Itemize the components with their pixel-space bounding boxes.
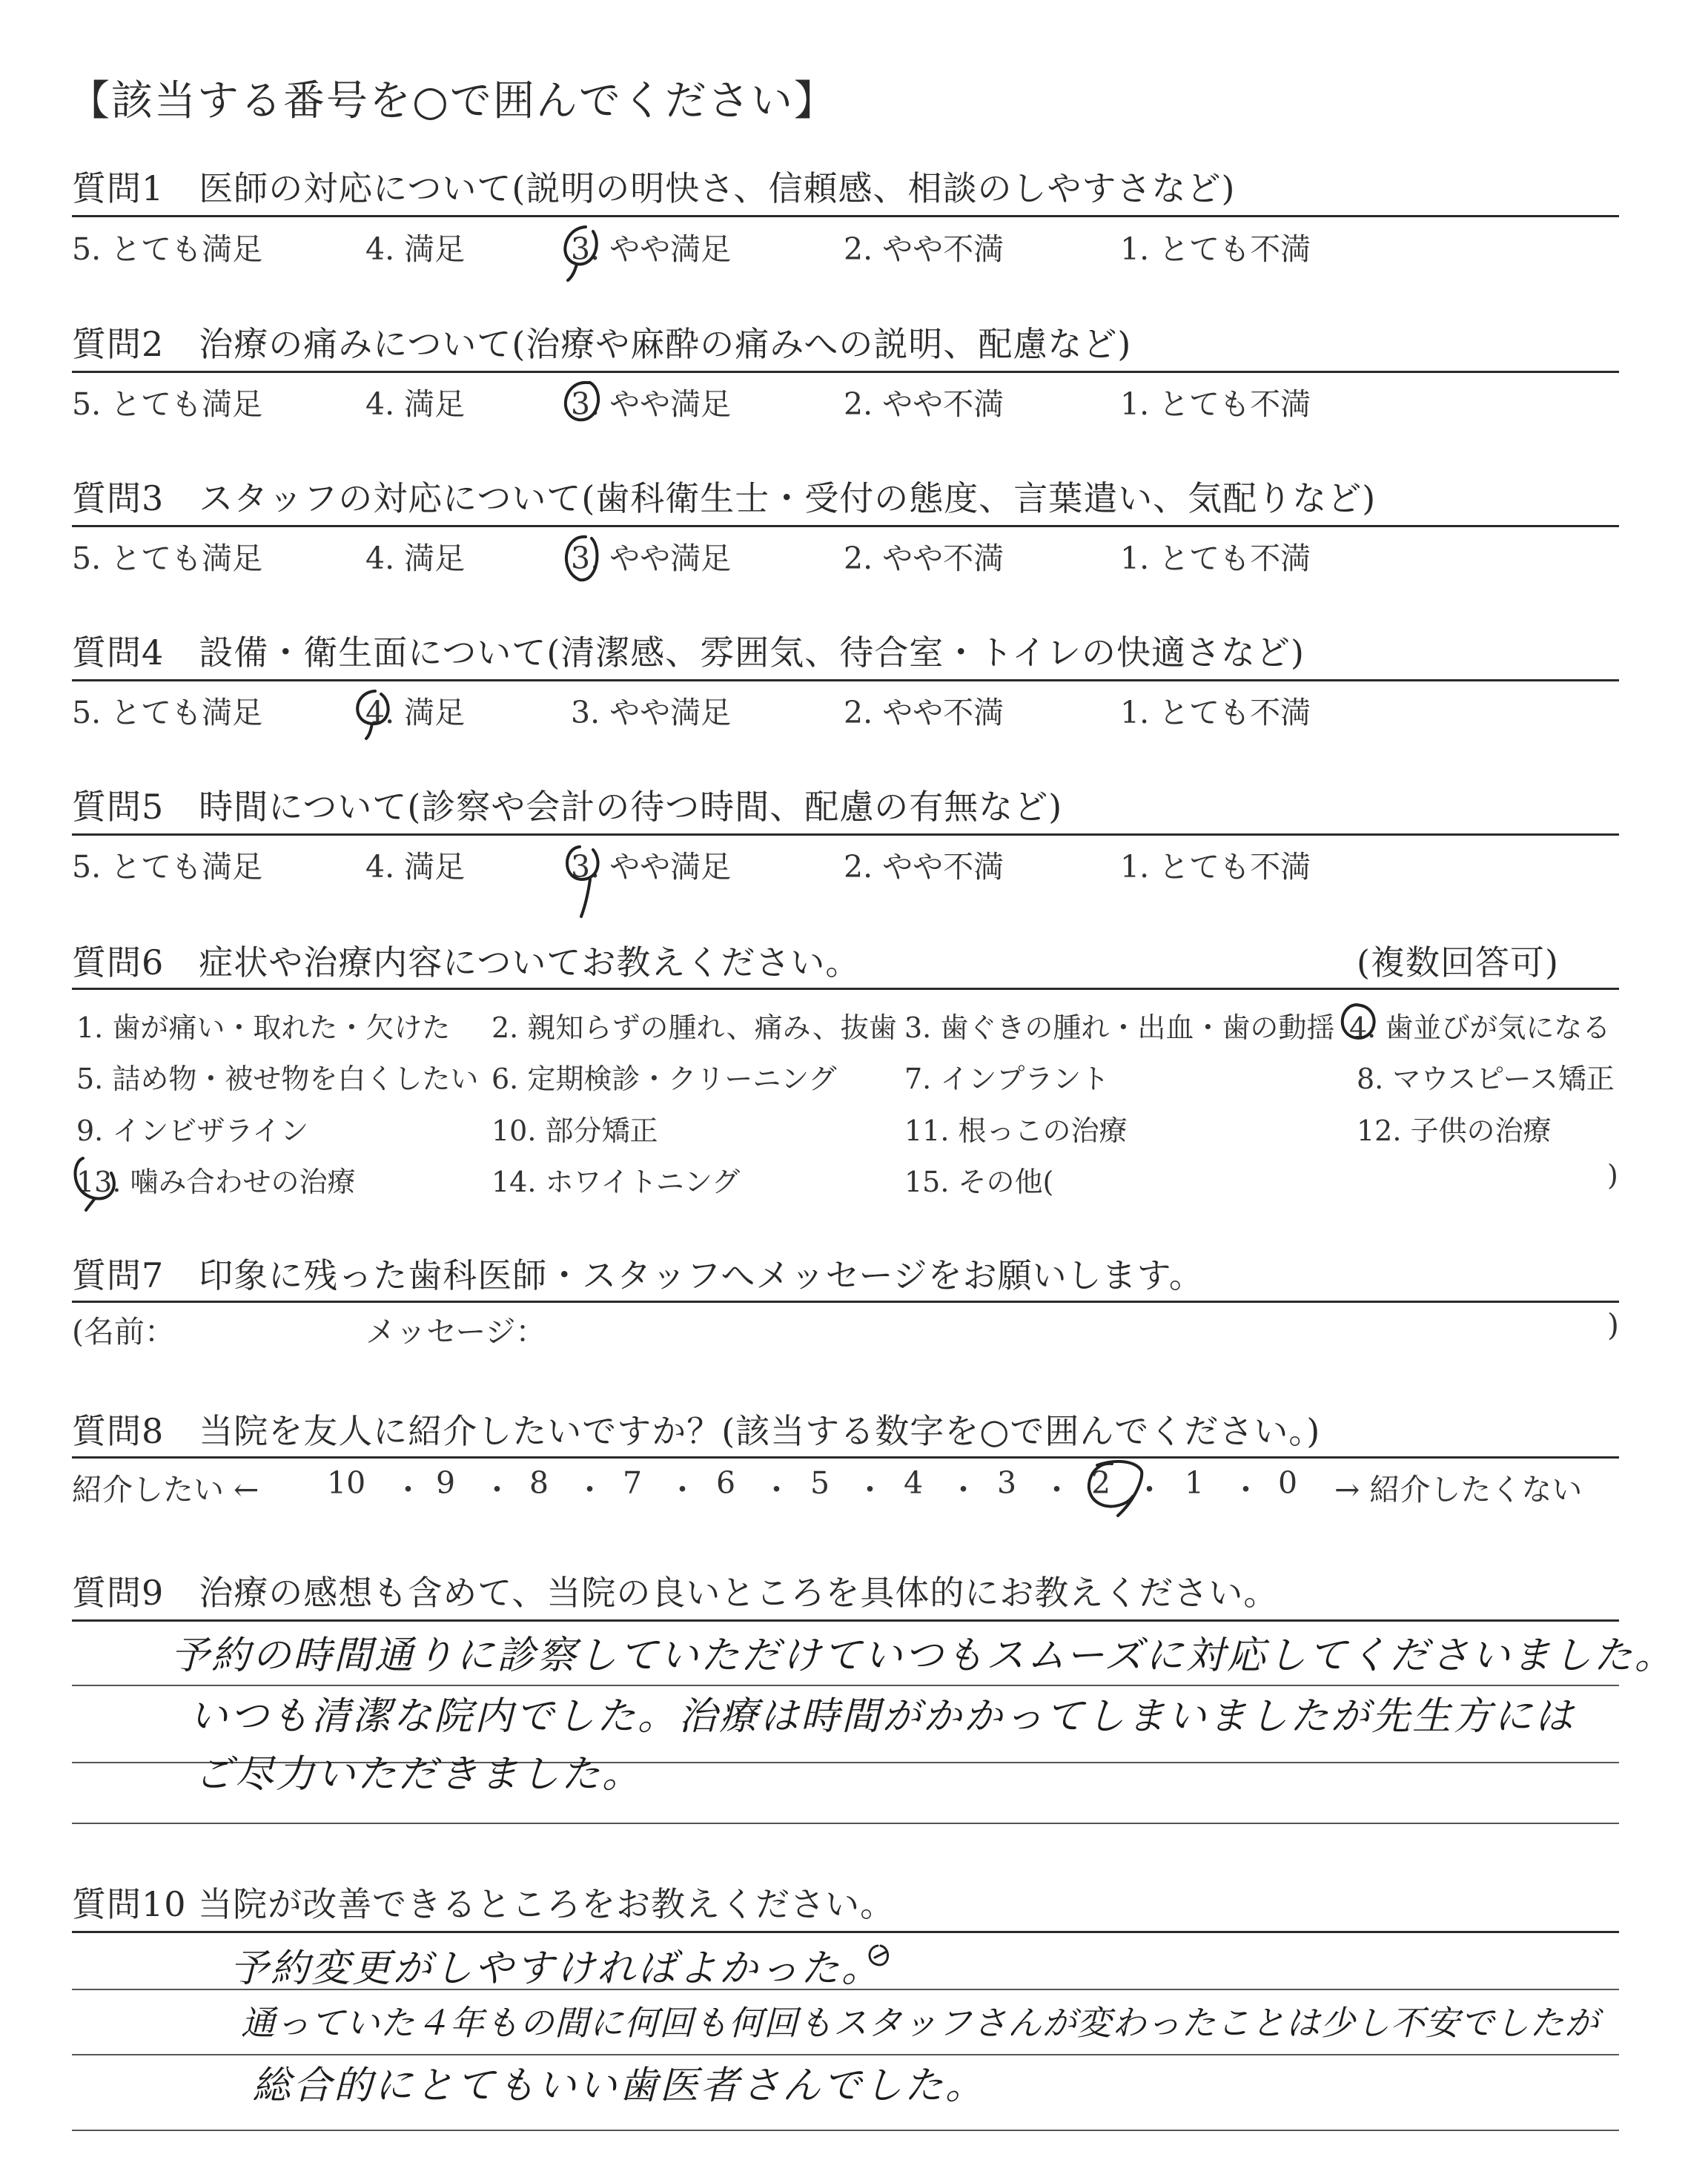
q6-option-6[interactable]: 6. 定期検診・クリーニング [491,1063,837,1095]
q8-number-10[interactable]: 10 [327,1465,366,1501]
q1-option-3[interactable]: 3. やや満足 [571,231,732,267]
q6-option-5[interactable]: 5. 詰め物・被せ物を白くしたい [76,1063,479,1095]
q8-dot: ・ [482,1472,512,1507]
q6-option-4[interactable]: 4. 歯並びが気になる [1349,1011,1611,1044]
q8-dot: ・ [855,1472,885,1507]
q5-option-2[interactable]: 2. やや不満 [844,849,1004,885]
q5-title: 質問5 時間について(診察や会計の待つ時間、配慮の有無など) [72,787,1063,827]
q6-option-2[interactable]: 2. 親知らずの腫れ、痛み、抜歯 [491,1011,897,1044]
q8-number-2[interactable]: 2 [1091,1465,1111,1501]
q2-option-1[interactable]: 1. とても不満 [1120,386,1311,422]
q1-option-2[interactable]: 2. やや不満 [844,231,1004,267]
q1-option-4[interactable]: 4. 満足 [365,231,466,267]
q8-number-4[interactable]: 4 [904,1465,924,1501]
q7-message-label: メッセージ： [365,1314,546,1350]
q2-option-5[interactable]: 5. とても満足 [72,386,263,422]
q8-left-label: 紹介したい ← [72,1472,259,1507]
q3-option-1[interactable]: 1. とても不満 [1120,541,1311,576]
q6-title: 質問6 症状や治療内容についてお教えください。 [72,942,861,982]
q3-option-2[interactable]: 2. やや不満 [844,541,1004,576]
q8-dot: ・ [761,1472,792,1507]
q9-answer-line-2: いつも清潔な院内でした。治療は時間がかかってしまいましたが先生方には [189,1694,1576,1739]
q8-right-label: → 紹介したくない [1334,1472,1583,1507]
q6-selection-circle-13 [75,1158,113,1210]
q4-option-1[interactable]: 1. とても不満 [1120,695,1311,730]
q9-answer-line-3: ご尽力いただきました。 [194,1752,643,1797]
q8-dot: ・ [393,1472,423,1507]
q4-selection-circle [357,691,388,739]
q1-selection-circle [565,227,596,280]
q6-option-15[interactable]: 15. その他( [904,1166,1054,1198]
q6-option-8[interactable]: 8. マウスピース矯正 [1357,1063,1615,1095]
q5-option-5[interactable]: 5. とても満足 [72,849,263,885]
q10-answer-line-1: 予約変更がしやすければよかった。 [230,1946,883,1991]
q4-option-5[interactable]: 5. とても満足 [72,695,263,730]
q4-title: 質問4 設備・衛生面について(清潔感、雰囲気、待合室・トイレの快適さなど) [72,633,1305,673]
q8-dot: ・ [1042,1472,1072,1507]
q6-option-7[interactable]: 7. インプラント [904,1063,1110,1095]
q10-answer-line-2: 通っていた４年もの間に何回も何回もスタッフさんが変わったことは少し不安でしたが [241,2003,1600,2043]
q2-option-2[interactable]: 2. やや不満 [844,386,1004,422]
q3-option-3[interactable]: 3. やや満足 [571,541,732,576]
q8-number-3[interactable]: 3 [997,1465,1017,1501]
q8-selection-circle [1089,1462,1142,1516]
q2-title: 質問2 治療の痛みについて(治療や麻酔の痛みへの説明、配慮など) [72,324,1132,364]
q3-selection-circle [566,537,598,580]
q4-option-3[interactable]: 3. やや満足 [571,695,732,730]
q10-answer-line-3: 総合的にとてもいい歯医者さんでした。 [252,2064,987,2108]
q5-option-1[interactable]: 1. とても不満 [1120,849,1311,885]
q8-number-5[interactable]: 5 [810,1465,830,1501]
q9-title: 質問9 治療の感想も含めて、当院の良いところを具体的にお教えください。 [72,1573,1279,1613]
q6-option-9[interactable]: 9. インビザライン [76,1114,309,1147]
q6-selection-circle-4 [1343,1005,1374,1038]
q2-option-4[interactable]: 4. 満足 [365,386,466,422]
q8-number-7[interactable]: 7 [623,1465,643,1501]
q8-dot: ・ [575,1472,605,1507]
q7-title: 質問7 印象に残った歯科医師・スタッフへメッセージをお願いします。 [72,1255,1204,1295]
q3-title: 質問3 スタッフの対応について(歯科衛生士・受付の態度、言葉遣い、気配りなど) [72,478,1377,518]
q2-option-3[interactable]: 3. やや満足 [571,386,732,422]
q6-note: (複数回答可) [1357,942,1559,982]
q6-option-11[interactable]: 11. 根っこの治療 [904,1114,1128,1147]
q3-option-5[interactable]: 5. とても満足 [72,541,263,576]
q4-option-2[interactable]: 2. やや不満 [844,695,1004,730]
q8-dot: ・ [1231,1472,1261,1507]
page-header: 【該当する番号を○で囲んでください】 [68,77,837,125]
q5-option-3[interactable]: 3. やや満足 [571,849,732,885]
q6-option-12[interactable]: 12. 子供の治療 [1357,1114,1552,1147]
q8-number-1[interactable]: 1 [1185,1465,1205,1501]
q7-name-label: (名前： [72,1314,175,1350]
q8-number-0[interactable]: 0 [1278,1465,1298,1501]
q4-option-4[interactable]: 4. 満足 [365,695,466,730]
q6-option-15-close: ) [1607,1159,1618,1192]
q9-answer-line-1: 予約の時間通りに診察していただけていつもスムーズに対応してくださいました。 [171,1634,1675,1678]
q8-number-6[interactable]: 6 [716,1465,736,1501]
q5-option-4[interactable]: 4. 満足 [365,849,466,885]
q6-option-3[interactable]: 3. 歯ぐきの腫れ・出血・歯の動揺 [904,1011,1335,1044]
q3-option-4[interactable]: 4. 満足 [365,541,466,576]
q1-option-1[interactable]: 1. とても不満 [1120,231,1311,267]
q1-option-5[interactable]: 5. とても満足 [72,231,263,267]
q8-dot: ・ [948,1472,979,1507]
q8-number-8[interactable]: 8 [529,1465,549,1501]
q10-doodle-icon [870,1946,888,1965]
q6-option-1[interactable]: 1. 歯が痛い・取れた・欠けた [76,1011,451,1044]
q5-selection-circle [567,847,598,916]
q8-title: 質問8 当院を友人に紹介したいですか？(該当する数字を○で囲んでください。) [72,1411,1321,1451]
q10-title: 質問10 当院が改善できるところをお教えください。 [72,1884,896,1924]
q6-option-10[interactable]: 10. 部分矯正 [491,1114,658,1147]
q6-option-13[interactable]: 13. 噛み合わせの治療 [76,1166,356,1198]
q7-close: ) [1607,1307,1619,1343]
q8-dot: ・ [1134,1472,1165,1507]
q8-dot: ・ [667,1472,698,1507]
q8-number-9[interactable]: 9 [436,1465,456,1501]
q6-option-14[interactable]: 14. ホワイトニング [491,1166,741,1198]
q1-title: 質問1 医師の対応について(説明の明快さ、信頼感、相談のしやすさなど) [72,168,1236,208]
q2-selection-circle [566,383,598,420]
